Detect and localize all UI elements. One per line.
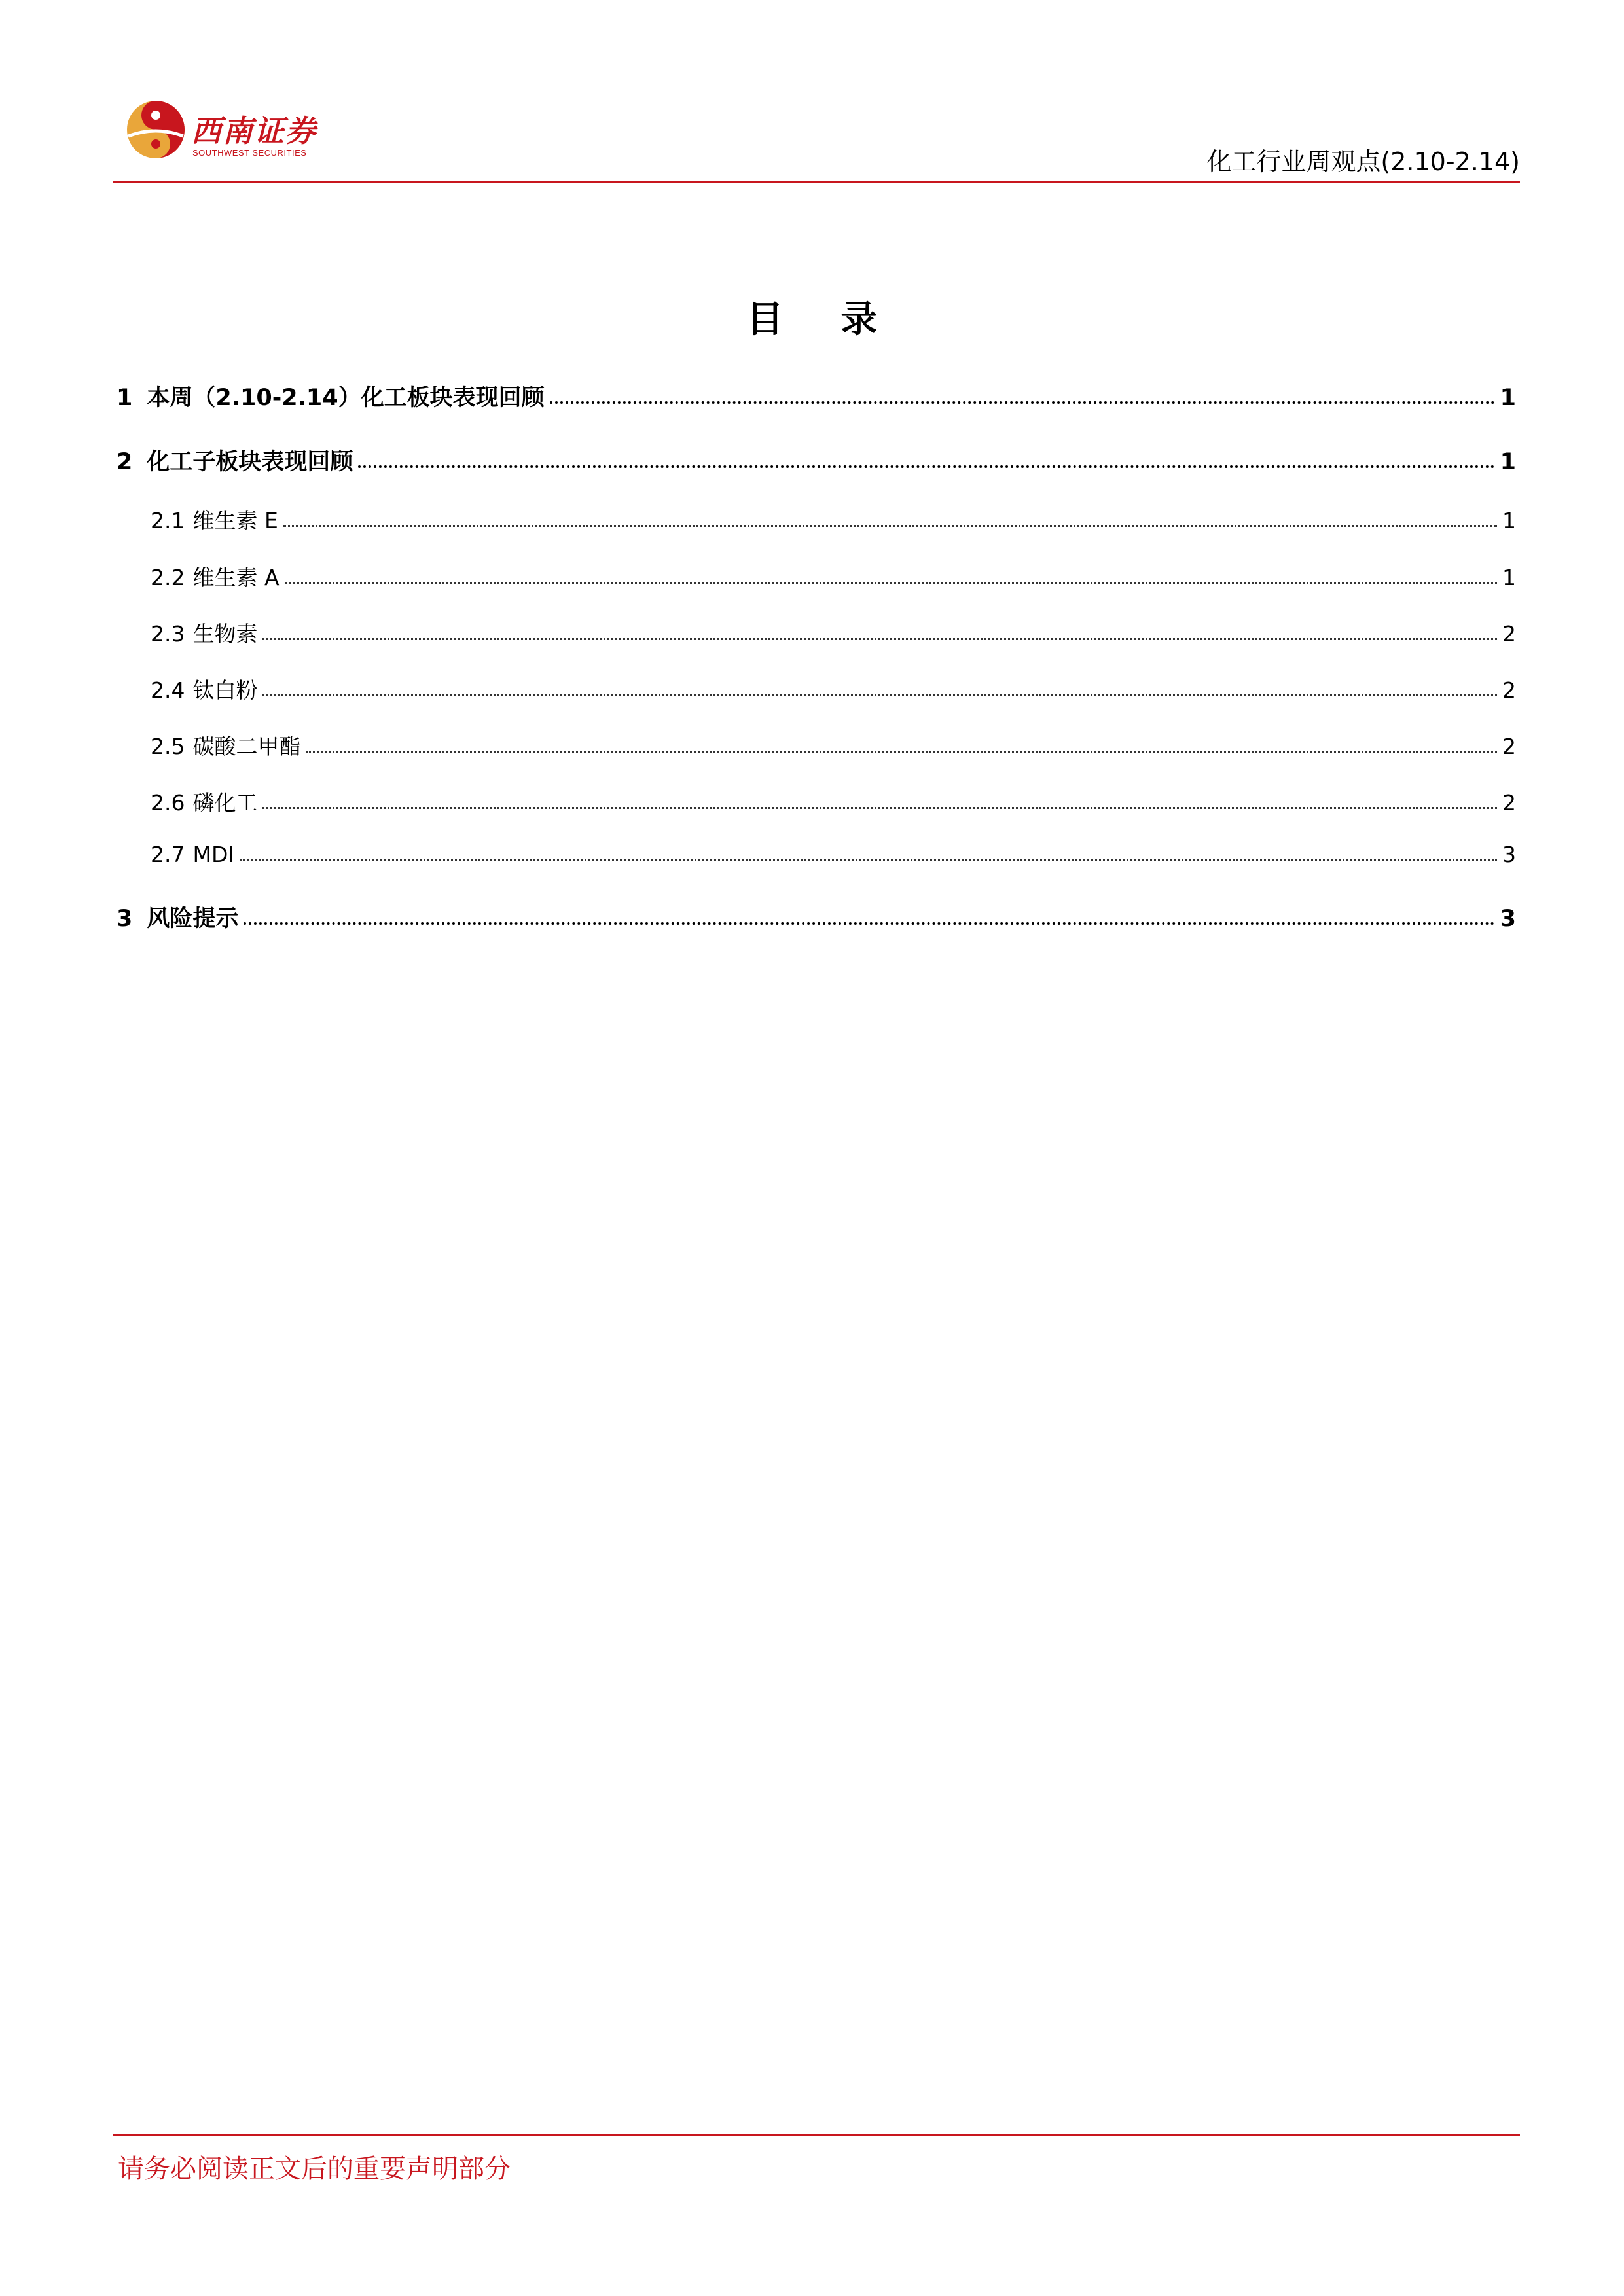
logo-emblem-icon bbox=[126, 99, 186, 160]
toc-entry-label: 化工子板块表现回顾 bbox=[147, 449, 353, 475]
toc-entry-number: 2.2 bbox=[151, 565, 185, 590]
toc-entry-number: 2.5 bbox=[151, 734, 185, 759]
toc-leader-dots bbox=[283, 525, 1497, 527]
toc-entry-2-2[interactable] bbox=[117, 561, 1516, 592]
toc-entry-label: MDI bbox=[192, 842, 235, 867]
toc-entry-page: 2 bbox=[1502, 790, 1516, 816]
toc-entry-page: 1 bbox=[1500, 449, 1516, 475]
company-logo bbox=[126, 99, 322, 171]
toc-entry-number: 3 bbox=[117, 906, 133, 932]
toc-entry-page: 3 bbox=[1502, 842, 1516, 867]
toc-leader-dots bbox=[262, 807, 1497, 809]
toc-entry-number: 1 bbox=[117, 385, 133, 411]
toc-entry-2[interactable] bbox=[117, 444, 1516, 476]
toc-entry-page: 1 bbox=[1502, 508, 1516, 533]
toc-leader-dots bbox=[550, 401, 1495, 404]
toc-entry-number: 2.1 bbox=[151, 508, 185, 533]
toc-entry-number: 2.3 bbox=[151, 621, 185, 647]
toc-entry-label: 维生素 A bbox=[192, 565, 280, 590]
toc-entry-label: 风险提示 bbox=[147, 906, 239, 932]
toc-entry-label: 本周（2.10-2.14）化工板块表现回顾 bbox=[147, 385, 545, 411]
toc-leader-dots bbox=[240, 859, 1497, 861]
footer-disclaimer: 请务必阅读正文后的重要声明部分 bbox=[118, 2154, 511, 2184]
header-divider bbox=[113, 181, 1520, 183]
toc-entry-label: 碳酸二甲酯 bbox=[192, 734, 301, 759]
toc-heading: 目 录 bbox=[746, 298, 900, 341]
toc-entry-label: 磷化工 bbox=[192, 790, 258, 816]
toc-entry-number: 2.6 bbox=[151, 790, 185, 816]
toc-entry-page: 3 bbox=[1500, 906, 1516, 932]
toc-entry-1[interactable] bbox=[117, 380, 1516, 412]
toc-leader-dots bbox=[244, 922, 1494, 925]
footer-divider bbox=[113, 2134, 1520, 2136]
toc-leader-dots bbox=[358, 465, 1494, 468]
toc-entry-number: 2.4 bbox=[151, 677, 185, 703]
toc-entry-page: 1 bbox=[1502, 565, 1516, 590]
toc-entry-label: 钛白粉 bbox=[192, 677, 258, 703]
toc-entry-number: 2 bbox=[117, 449, 133, 475]
toc-entry-3[interactable] bbox=[117, 901, 1516, 933]
toc-entry-2-7[interactable] bbox=[117, 842, 1516, 867]
toc-leader-dots bbox=[262, 694, 1497, 696]
toc-leader-dots bbox=[262, 638, 1497, 640]
logo-english-name: SOUTHWEST SECURITIES bbox=[192, 148, 307, 158]
toc-entry-page: 1 bbox=[1500, 385, 1516, 411]
toc-entry-page: 2 bbox=[1502, 677, 1516, 703]
toc-entry-label: 维生素 E bbox=[192, 508, 278, 533]
toc-leader-dots bbox=[285, 582, 1497, 584]
toc-entry-2-5[interactable] bbox=[117, 730, 1516, 761]
toc-entry-2-4[interactable] bbox=[117, 673, 1516, 704]
toc-entry-2-3[interactable] bbox=[117, 617, 1516, 648]
toc-entry-page: 2 bbox=[1502, 734, 1516, 759]
toc-entry-page: 2 bbox=[1502, 621, 1516, 647]
toc-leader-dots bbox=[306, 751, 1497, 753]
toc-entry-2-6[interactable] bbox=[117, 786, 1516, 817]
toc-entry-number: 2.7 bbox=[151, 842, 185, 867]
toc-entry-2-1[interactable] bbox=[117, 504, 1516, 535]
logo-chinese-name: 西南证券 bbox=[191, 113, 317, 149]
toc-entry-label: 生物素 bbox=[192, 621, 258, 647]
page-header bbox=[113, 92, 1520, 183]
report-title: 化工行业周观点(2.10-2.14) bbox=[1206, 147, 1520, 176]
